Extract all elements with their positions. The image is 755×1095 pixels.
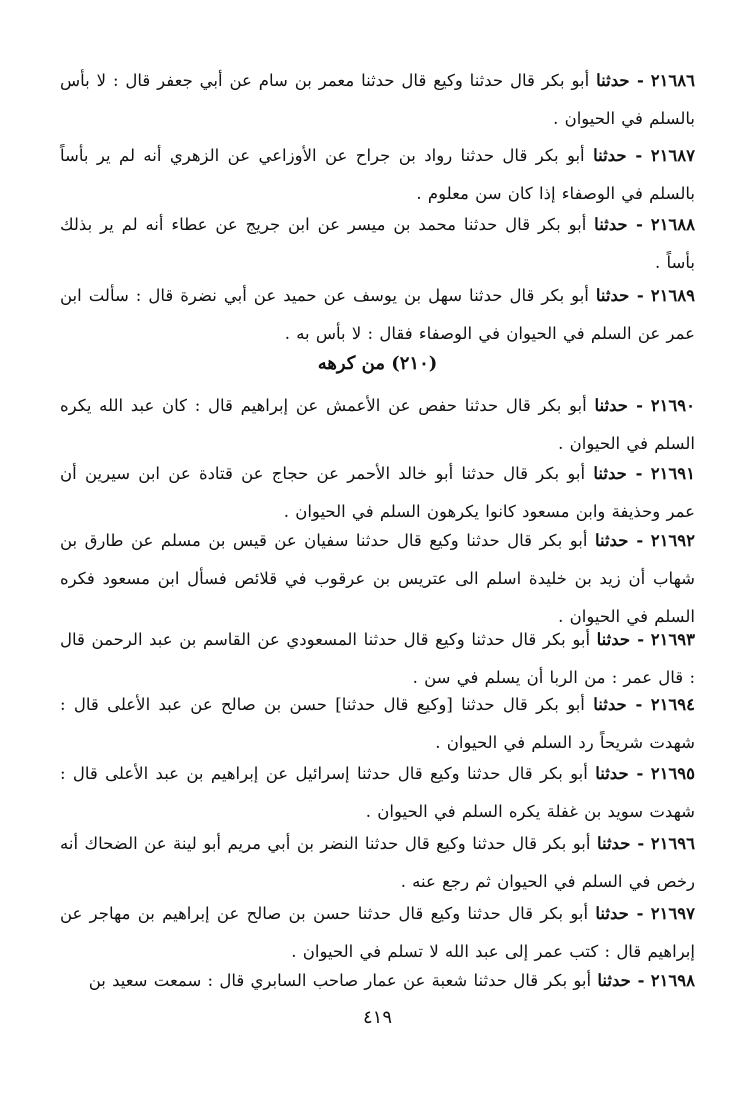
hadith-number: ٢١٦٨٨ xyxy=(650,215,696,234)
hadith-21692: ٢١٦٩٢ - حدثنا أبو بكر قال حدثنا وكيع قال حدثنا سفيان عن قيس بن مسلم عن طارق بن شهاب أن زيد بن خليدة اسلم الى عتريس بن عرقوب في قلائص فسأل ابن مسعود فكره السلم في الحيوان . xyxy=(60,531,696,626)
hadith-number: ٢١٦٩٠ xyxy=(650,396,695,415)
hadith-number: ٢١٦٩٣ xyxy=(650,630,695,649)
hadith-number: ٢١٦٩٧ xyxy=(650,904,695,923)
hadith-number: ٢١٦٨٩ xyxy=(650,286,696,305)
hadith-opener: حدثنا xyxy=(593,464,627,483)
hadith-21696: ٢١٦٩٦ - حدثنا أبو بكر قال حدثنا وكيع قال حدثنا النضر بن أبي مريم أبو لينة عن الضحاك أنه رخص في السلم في الحيوان ثم رجع عنه . xyxy=(60,834,696,891)
hadith-opener: حدثنا xyxy=(595,764,629,783)
hadith-21695: ٢١٦٩٥ - حدثنا أبو بكر قال حدثنا وكيع قال حدثنا إسرائيل عن إبراهيم بن عبد الأعلى قال : شهدت سويد بن غفلة يكره السلم في الحيوان . xyxy=(60,764,696,821)
hadith-number: ٢١٦٨٦ xyxy=(650,71,695,90)
hadith-21694: ٢١٦٩٤ - حدثنا أبو بكر قال حدثنا [وكيع قال حدثنا] حسن بن صالح عن عبد الأعلى قال : شهدت شريحاً رد السلم في الحيوان . xyxy=(60,695,696,752)
hadith-text: أبو بكر قال حدثنا وكيع قال حدثنا معمر بن سام عن أبي جعفر قال : لا بأس بالسلم في الحيوان . xyxy=(60,71,695,128)
hadith-text: أبو بكر قال حدثنا [وكيع قال حدثنا] حسن بن صالح عن عبد الأعلى قال : شهدت شريحاً رد السلم في الحيوان . xyxy=(60,695,695,752)
hadith-21693: ٢١٦٩٣ - حدثنا أبو بكر قال حدثنا وكيع قال حدثنا المسعودي عن القاسم بن عبد الرحمن قال : قال عمر : من الربا أن يسلم في سن . xyxy=(60,630,695,687)
hadith-21698: ٢١٦٩٨ - حدثنا أبو بكر قال حدثنا شعبة عن عمار صاحب السابري قال : سمعت سعيد بن xyxy=(88,971,695,990)
hadith-number: ٢١٦٩٦ xyxy=(650,834,696,853)
hadith-text: أبو بكر قال حدثنا حفص عن الأعمش عن إبراهيم قال : كان عبد الله يكره السلم في الحيوان . xyxy=(60,396,695,453)
hadith-text: أبو بكر قال حدثنا وكيع قال حدثنا سفيان عن قيس بن مسلم عن طارق بن شهاب أن زيد بن خليدة اسلم الى عتريس بن عرقوب في قلائص فسأل ابن مسعود فكره السلم في الحيوان . xyxy=(60,531,695,626)
hadith-number: ٢١٦٩٥ xyxy=(650,764,696,783)
hadith-text: أبو بكر قال حدثنا شعبة عن عمار صاحب السابري قال : سمعت سعيد بن xyxy=(88,971,592,990)
hadith-number: ٢١٦٩٢ xyxy=(650,531,696,550)
hadith-number: ٢١٦٩١ xyxy=(650,464,695,483)
hadith-opener: حدثنا xyxy=(596,834,631,853)
hadith-21686: ٢١٦٨٦ - حدثنا أبو بكر قال حدثنا وكيع قال حدثنا معمر بن سام عن أبي جعفر قال : لا بأس بالسلم في الحيوان . xyxy=(60,71,695,128)
hadith-opener: حدثنا xyxy=(593,146,627,165)
hadith-21688: ٢١٦٨٨ - حدثنا أبو بكر قال حدثنا محمد بن ميسر عن ابن جريج عن عطاء أنه لم ير بذلك بأساً . xyxy=(60,215,696,272)
hadith-text: أبو بكر قال حدثنا وكيع قال حدثنا النضر بن أبي مريم أبو لينة عن الضحاك أنه رخص في السلم في الحيوان ثم رجع عنه . xyxy=(60,834,695,891)
hadith-opener: حدثنا xyxy=(597,971,631,990)
hadith-opener: حدثنا xyxy=(594,531,629,550)
hadith-text: أبو بكر قال حدثنا وكيع قال حدثنا حسن بن صالح عن إبراهيم بن مهاجر عن إبراهيم قال : كتب عمر إلى عبد الله لا تسلم في الحيوان . xyxy=(60,904,695,961)
hadith-21687: ٢١٦٨٧ - حدثنا أبو بكر قال حدثنا رواد بن جراح عن الأوزاعي عن الزهري أنه لم ير بأساً بالسلم في الوصفاء إذا كان سن معلوم . xyxy=(60,146,696,203)
hadith-opener: حدثنا xyxy=(595,286,630,305)
hadith-opener: حدثنا xyxy=(594,396,628,415)
hadith-opener: حدثنا xyxy=(594,215,628,234)
hadith-text: أبو بكر قال حدثنا سهل بن يوسف عن حميد عن أبي نضرة قال : سألت ابن عمر عن السلم في الحيوان في الوصفاء فقال : لا بأس به . xyxy=(60,286,695,343)
hadith-opener: حدثنا xyxy=(595,904,629,923)
hadith-opener: حدثنا xyxy=(596,71,630,90)
hadith-text: أبو بكر قال حدثنا رواد بن جراح عن الأوزاعي عن الزهري أنه لم ير بأساً بالسلم في الوصفاء إذا كان سن معلوم . xyxy=(60,146,695,203)
hadith-opener: حدثنا xyxy=(593,695,627,714)
hadith-text: أبو بكر قال حدثنا أبو خالد الأحمر عن حجاج عن قتادة عن ابن سيرين أن عمر وحذيفة وابن مسعود كانوا يكرهون السلم في الحيوان . xyxy=(60,464,695,521)
hadith-21697: ٢١٦٩٧ - حدثنا أبو بكر قال حدثنا وكيع قال حدثنا حسن بن صالح عن إبراهيم بن مهاجر عن إبراهيم قال : كتب عمر إلى عبد الله لا تسلم في الحيوان . xyxy=(60,904,695,961)
hadith-21689: ٢١٦٨٩ - حدثنا أبو بكر قال حدثنا سهل بن يوسف عن حميد عن أبي نضرة قال : سألت ابن عمر عن السلم في الحيوان في الوصفاء فقال : لا بأس به . xyxy=(60,286,696,343)
hadith-text: أبو بكر قال حدثنا وكيع قال حدثنا المسعودي عن القاسم بن عبد الرحمن قال : قال عمر : من الربا أن يسلم في سن . xyxy=(60,630,695,687)
hadith-21691: ٢١٦٩١ - حدثنا أبو بكر قال حدثنا أبو خالد الأحمر عن حجاج عن قتادة عن ابن سيرين أن عمر وحذيفة وابن مسعود كانوا يكرهون السلم في الحيوان . xyxy=(60,464,695,521)
hadith-number: ٢١٦٩٤ xyxy=(650,695,696,714)
hadith-text: أبو بكر قال حدثنا محمد بن ميسر عن ابن جريج عن عطاء أنه لم ير بذلك بأساً . xyxy=(60,215,695,272)
hadith-number: ٢١٦٨٧ xyxy=(650,146,696,165)
section-heading: (٢١٠) من كرهه xyxy=(317,353,438,374)
hadith-21690: ٢١٦٩٠ - حدثنا أبو بكر قال حدثنا حفص عن الأعمش عن إبراهيم قال : كان عبد الله يكره السلم في الحيوان . xyxy=(60,396,695,453)
hadith-text: أبو بكر قال حدثنا وكيع قال حدثنا إسرائيل عن إبراهيم بن عبد الأعلى قال : شهدت سويد بن غفلة يكره السلم في الحيوان . xyxy=(60,764,695,821)
page-number: ٤١٩ xyxy=(362,1007,392,1028)
hadith-number: ٢١٦٩٨ xyxy=(650,971,695,990)
hadith-opener: حدثنا xyxy=(596,630,631,649)
